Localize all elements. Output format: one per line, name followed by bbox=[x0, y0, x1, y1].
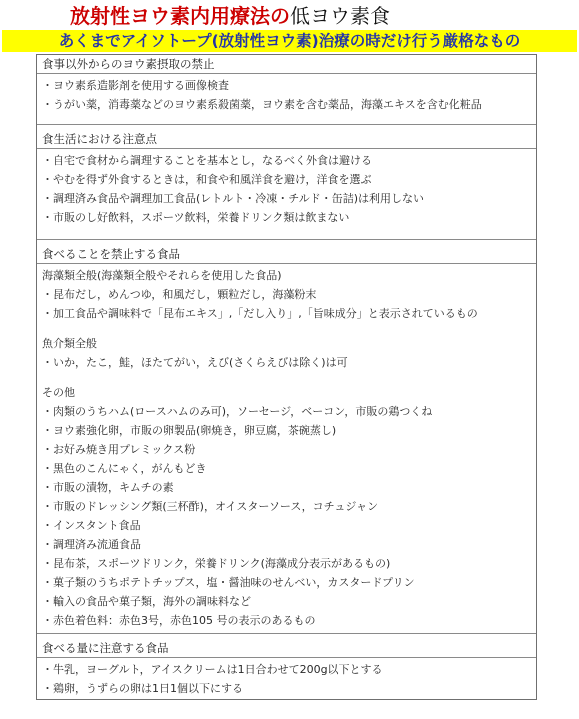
section-non-food-iodine bbox=[37, 55, 536, 114]
list-item: ・加工食品や調味料で「昆布エキス」,「だし入り」,「旨味成分」と表示されているもの bbox=[42, 307, 478, 320]
list-item: ・市販のドレッシング類(三杯酢)，オイスターソース，コチュジャン bbox=[42, 500, 379, 513]
list-item: ・調理済み食品や調理加工食品(レトルト・冷凍・チルド・缶詰)は利用しない bbox=[42, 192, 425, 205]
section-prohibited-foods bbox=[37, 245, 536, 630]
section-heading: 食べることを禁止する食品 bbox=[37, 245, 536, 264]
list-item: ・赤色着色料：赤色3号，赤色105 号の表示のあるもの bbox=[42, 614, 316, 627]
list-item: ・市販のし好飲料，スポーツ飲料，栄養ドリンク類は飲まない bbox=[42, 211, 350, 224]
list-item: ・昆布茶，スポーツドリンク，栄養ドリンク(海藻成分表示があるもの) bbox=[42, 557, 391, 570]
list-item: ・インスタント食品 bbox=[42, 519, 141, 532]
list-item: ・やむを得ず外食するときは，和食や和風洋食を避け，洋食を選ぶ bbox=[42, 173, 372, 186]
page-title bbox=[70, 2, 390, 30]
list-item: ・輸入の食品や菓子類，海外の調味料など bbox=[42, 595, 251, 608]
section-divider bbox=[37, 124, 536, 125]
list-item: ・ヨウ素系造影剤を使用する画像検査 bbox=[42, 79, 229, 92]
section-heading: 食べる量に注意する食品 bbox=[37, 639, 536, 658]
list-item: ・鶏卵，うずらの卵は1日1個以下にする bbox=[42, 682, 243, 695]
section-diet-cautions bbox=[37, 130, 536, 227]
section-heading: 食事以外からのヨウ素摂取の禁止 bbox=[37, 55, 536, 74]
list-item: ・昆布だし，めんつゆ，和風だし，顆粒だし，海藻粉末 bbox=[42, 288, 317, 301]
list-item: ・菓子類のうちポテトチップス，塩・醤油味のせんべい，カスタードプリン bbox=[42, 576, 415, 589]
group-label: 海藻類全般(海藻類全般やそれらを使用した食品) bbox=[42, 269, 282, 282]
list-item: ・牛乳，ヨーグルト，アイスクリームは1日合わせて200g以下とする bbox=[42, 663, 383, 676]
list-item: ・調理済み流通食品 bbox=[42, 538, 141, 551]
highlight-banner: あくまでアイソトープ(放射性ヨウ素)治療の時だけ行う厳格なもの bbox=[2, 30, 577, 52]
list-item: ・黒色のこんにゃく，がんもどき bbox=[42, 462, 207, 475]
section-heading: 食生活における注意点 bbox=[37, 130, 536, 149]
list-item: ・肉類のうちハム(ロースハムのみ可)，ソーセージ，ベーコン，市販の鶏つくね bbox=[42, 405, 433, 418]
list-item: ・いか，たこ，鮭，ほたてがい，えび(さくらえびは除く)は可 bbox=[42, 356, 348, 369]
list-item: ・お好み焼き用プレミックス粉 bbox=[42, 443, 196, 456]
diet-guide-table bbox=[36, 54, 537, 700]
section-divider bbox=[37, 633, 536, 634]
list-item: ・自宅で食材から調理することを基本とし，なるべく外食は避ける bbox=[42, 154, 372, 167]
list-item: ・うがい薬，消毒薬などのヨウ素系殺菌薬，ヨウ素を含む薬品，海藻エキスを含む化粧品 bbox=[42, 98, 482, 111]
section-divider bbox=[37, 239, 536, 240]
title-sub: 低ヨウ素食 bbox=[290, 4, 390, 28]
list-item: ・市販の漬物，キムチの素 bbox=[42, 481, 174, 494]
title-main: 放射性ヨウ素内用療法の bbox=[70, 4, 290, 28]
group-label: その他 bbox=[42, 386, 75, 399]
group-label: 魚介類全般 bbox=[42, 337, 97, 350]
list-item: ・ヨウ素強化卵，市販の卵製品(卵焼き，卵豆腐，茶碗蒸し) bbox=[42, 424, 337, 437]
section-limited-foods bbox=[37, 639, 536, 698]
